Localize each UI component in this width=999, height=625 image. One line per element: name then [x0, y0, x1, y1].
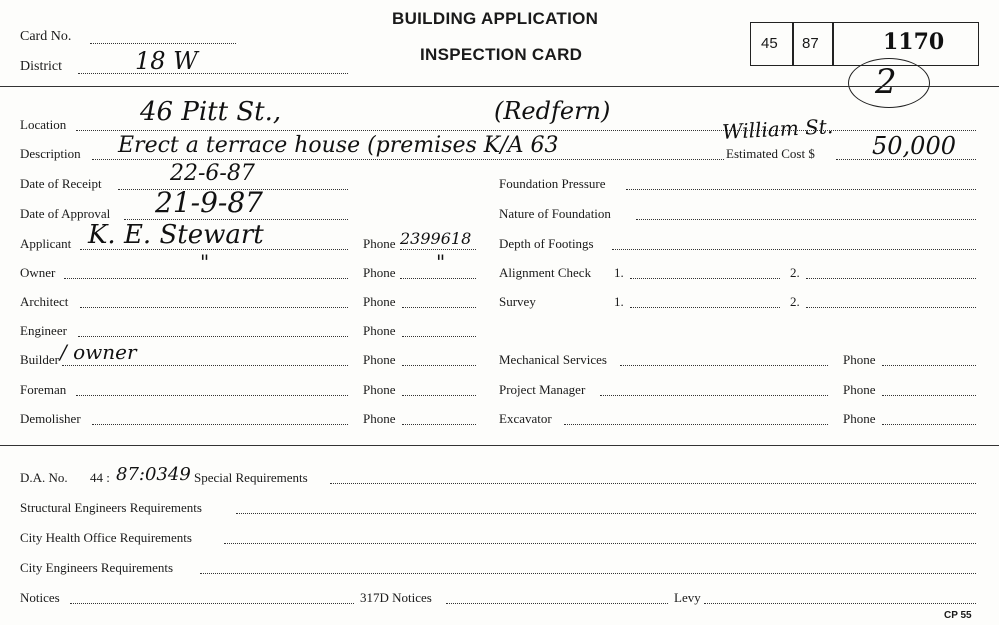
description-value: Erect a terrace house (premises K/A 63	[118, 133, 559, 158]
health-field[interactable]	[224, 543, 976, 544]
foundation-pressure-field[interactable]	[626, 189, 976, 190]
card-no-field[interactable]	[90, 43, 236, 44]
location-field[interactable]	[76, 130, 976, 131]
excavator-phone-field[interactable]	[882, 424, 976, 425]
alignment-item1-field[interactable]	[630, 278, 780, 279]
card-no-label: Card No.	[20, 29, 72, 44]
mechanical-label: Mechanical Services	[499, 352, 607, 367]
mechanical-phone-label: Phone	[843, 352, 876, 367]
survey-item1-label: 1.	[614, 294, 624, 309]
survey-label: Survey	[499, 294, 536, 309]
owner-label: Owner	[20, 265, 56, 280]
notices-317d-label: 317D Notices	[360, 590, 432, 605]
project-manager-phone-label: Phone	[843, 382, 876, 397]
box-b	[792, 22, 834, 66]
box-a	[750, 22, 794, 66]
owner-phone-field[interactable]	[400, 278, 476, 279]
da-printed: 44 :	[90, 470, 110, 485]
owner-value: "	[200, 250, 210, 274]
applicant-label: Applicant	[20, 236, 72, 251]
lower-divider	[0, 445, 999, 446]
owner-field[interactable]	[64, 278, 348, 279]
builder-phone-label: Phone	[363, 352, 396, 367]
notices-field[interactable]	[70, 603, 354, 604]
district-field[interactable]	[78, 73, 348, 74]
engineer-field[interactable]	[78, 336, 348, 337]
survey-item2-field[interactable]	[806, 307, 976, 308]
nature-foundation-label: Nature of Foundation	[499, 206, 611, 221]
levy-label: Levy	[674, 590, 701, 605]
applicant-phone-label: Phone	[363, 236, 396, 251]
location-suburb: (Redfern)	[494, 97, 611, 125]
builder-label: Builder	[20, 352, 59, 367]
city-engineers-label: City Engineers Requirements	[20, 560, 174, 575]
applicant-value: K. E. Stewart	[88, 220, 264, 250]
mechanical-phone-field[interactable]	[882, 365, 976, 366]
date-receipt-value: 22-6-87	[170, 161, 255, 186]
location-label: Location	[20, 117, 67, 132]
architect-phone-label: Phone	[363, 294, 396, 309]
excavator-field[interactable]	[564, 424, 828, 425]
depth-footings-label: Depth of Footings	[499, 236, 594, 251]
estimated-cost-label: Estimated Cost $	[726, 146, 815, 161]
da-label: D.A. No.	[20, 470, 68, 485]
demolisher-phone-label: Phone	[363, 411, 396, 426]
depth-footings-field[interactable]	[612, 249, 976, 250]
special-requirements-label: Special Requirements	[194, 470, 308, 485]
structural-label: Structural Engineers Requirements	[20, 500, 202, 515]
notices-label: Notices	[20, 590, 60, 605]
description-label: Description	[20, 146, 81, 161]
foreman-field[interactable]	[76, 395, 348, 396]
engineer-label: Engineer	[20, 323, 67, 338]
title-line2: INSPECTION CARD	[420, 45, 583, 64]
circled-number: 2	[875, 62, 897, 102]
da-value: 87:0349	[116, 464, 191, 485]
estimated-cost-value: 50,000	[872, 132, 956, 160]
alignment-check-label: Alignment Check	[499, 265, 592, 280]
city-engineers-field[interactable]	[200, 573, 976, 574]
alignment-item2-label: 2.	[790, 265, 800, 280]
owner-phone-label: Phone	[363, 265, 396, 280]
builder-phone-field[interactable]	[402, 365, 476, 366]
form-code: CP 55	[944, 610, 972, 621]
health-label: City Health Office Requirements	[20, 530, 192, 545]
architect-field[interactable]	[80, 307, 348, 308]
demolisher-label: Demolisher	[20, 411, 81, 426]
demolisher-phone-field[interactable]	[402, 424, 476, 425]
title-line1: BUILDING APPLICATION	[392, 9, 599, 28]
excavator-phone-label: Phone	[843, 411, 876, 426]
builder-value: / owner	[60, 340, 137, 364]
date-receipt-label: Date of Receipt	[20, 176, 102, 191]
foreman-phone-field[interactable]	[402, 395, 476, 396]
project-manager-phone-field[interactable]	[882, 395, 976, 396]
engineer-phone-field[interactable]	[402, 336, 476, 337]
notices-317d-field[interactable]	[446, 603, 668, 604]
alignment-item1-label: 1.	[614, 265, 624, 280]
foreman-phone-label: Phone	[363, 382, 396, 397]
date-approval-label: Date of Approval	[20, 206, 111, 221]
district-value: 18 W	[135, 47, 198, 75]
project-manager-field[interactable]	[600, 395, 828, 396]
district-label: District	[20, 59, 62, 74]
mechanical-field[interactable]	[620, 365, 828, 366]
foreman-label: Foreman	[20, 382, 67, 397]
project-manager-label: Project Manager	[499, 382, 586, 397]
owner-phone-value: "	[436, 250, 446, 274]
location-extra: William St.	[721, 114, 834, 144]
builder-field[interactable]	[62, 365, 348, 366]
card-number: 1170	[883, 29, 945, 55]
survey-item1-field[interactable]	[630, 307, 780, 308]
nature-foundation-field[interactable]	[636, 219, 976, 220]
location-value: 46 Pitt St.,	[140, 97, 282, 127]
box-a-value: 45	[761, 35, 778, 52]
excavator-label: Excavator	[499, 411, 552, 426]
survey-item2-label: 2.	[790, 294, 800, 309]
structural-field[interactable]	[236, 513, 976, 514]
alignment-item2-field[interactable]	[806, 278, 976, 279]
applicant-phone-value: 2399618	[400, 229, 472, 248]
demolisher-field[interactable]	[92, 424, 348, 425]
foundation-pressure-label: Foundation Pressure	[499, 176, 606, 191]
box-b-value: 87	[802, 35, 819, 52]
header-divider	[0, 86, 999, 87]
architect-label: Architect	[20, 294, 69, 309]
levy-field[interactable]	[704, 603, 976, 604]
engineer-phone-label: Phone	[363, 323, 396, 338]
description-field[interactable]	[92, 159, 724, 160]
date-approval-value: 21-9-87	[155, 186, 263, 219]
architect-phone-field[interactable]	[402, 307, 476, 308]
special-requirements-field[interactable]	[330, 483, 976, 484]
